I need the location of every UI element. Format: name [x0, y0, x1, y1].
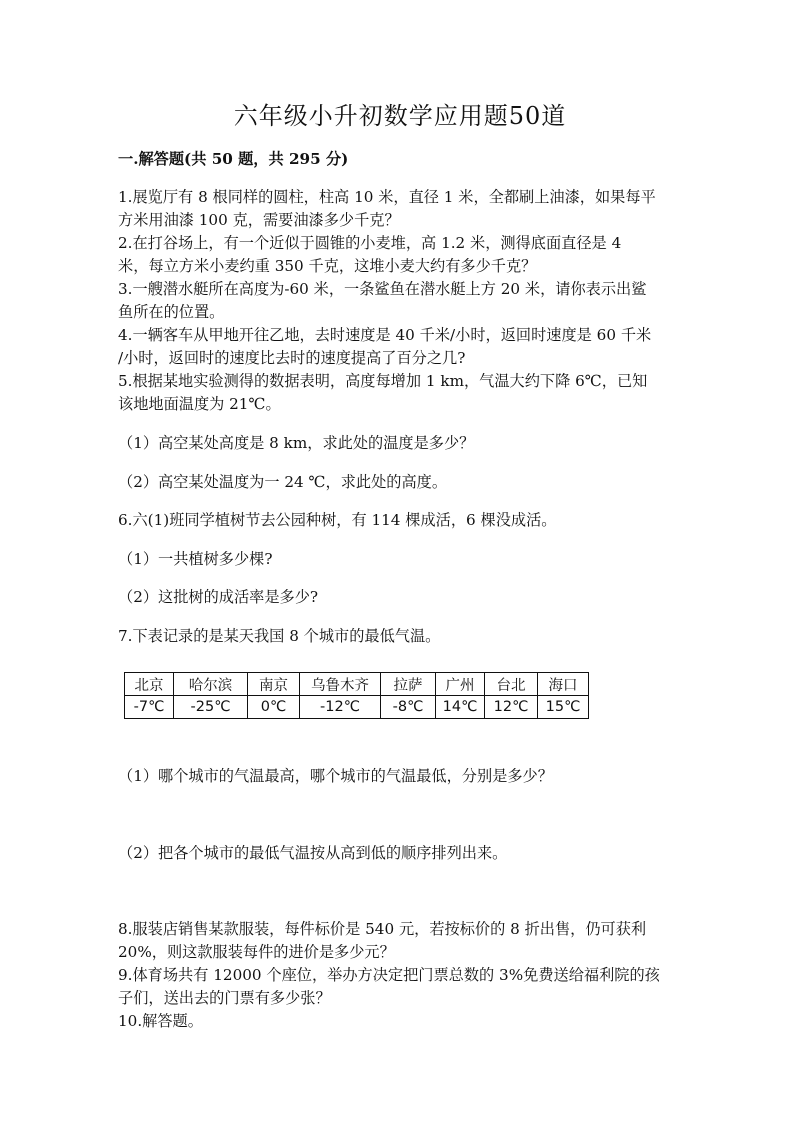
question-7: 7.下表记录的是某天我国 8 个城市的最低气温。	[118, 627, 441, 645]
question-5-sub-2: （2）高空某处温度为一 24 ℃，求此处的高度。	[118, 473, 448, 491]
question-9-line-1: 9.体育场共有 12000 个座位，举办方决定把门票总数的 3%免费送给福利院的孩	[118, 966, 660, 984]
table-cell: -12℃	[300, 696, 381, 719]
table-header-cell: 北京	[125, 673, 174, 696]
temperature-table	[124, 672, 589, 719]
question-5-line-1: 5.根据某地实验测得的数据表明，高度每增加 1 km，气温大约下降 6℃，已知	[118, 372, 648, 390]
question-7-sub-1: （1）哪个城市的气温最高，哪个城市的气温最低，分别是多少？	[118, 767, 553, 785]
section-heading: 一.解答题(共 50 题，共 295 分)	[118, 150, 349, 168]
question-7-sub-2: （2）把各个城市的最低气温按从高到低的顺序排列出来。	[118, 844, 508, 862]
question-6: 6.六(1)班同学植树节去公园种树，有 114 棵成活，6 棵没成活。	[118, 511, 557, 529]
question-9-line-2: 子们，送出去的门票有多少张？	[118, 989, 331, 1007]
question-3-line-1: 3.一艘潜水艇所在高度为-60 米，一条鲨鱼在潜水艇上方 20 米，请你表示出鲨	[118, 280, 647, 298]
question-3-line-2: 鱼所在的位置。	[118, 303, 225, 321]
table-row	[125, 696, 589, 719]
question-4-line-1: 4.一辆客车从甲地开往乙地，去时速度是 40 千米/小时，返回时速度是 60 千米	[118, 326, 652, 344]
question-8-line-1: 8.服装店销售某款服装，每件标价是 540 元，若按标价的 8 折出售，仍可获利	[118, 920, 647, 938]
table-header-cell: 海口	[538, 673, 589, 696]
table-header-cell: 拉萨	[381, 673, 436, 696]
question-10: 10.解答题。	[118, 1012, 203, 1030]
table-header-cell: 乌鲁木齐	[300, 673, 381, 696]
question-2-line-1: 2.在打谷场上，有一个近似于圆锥的小麦堆，高 1.2 米，测得底面直径是 4	[118, 234, 622, 252]
question-6-sub-1: （1）一共植树多少棵?	[118, 550, 273, 568]
table-cell: 15℃	[538, 696, 589, 719]
question-1-line-2: 方米用油漆 100 克，需要油漆多少千克？	[118, 211, 400, 229]
table-header-cell: 哈尔滨	[174, 673, 248, 696]
table-cell: -7℃	[125, 696, 174, 719]
table-header-cell: 南京	[248, 673, 300, 696]
question-6-sub-2: （2）这批树的成活率是多少?	[118, 588, 319, 606]
table-header-cell: 台北	[485, 673, 538, 696]
table-header-row	[125, 673, 589, 696]
table-cell: 0℃	[248, 696, 300, 719]
table-cell: 12℃	[485, 696, 538, 719]
page-title: 六年级小升初数学应用题50道	[233, 102, 567, 130]
question-5-sub-1: （1）高空某处高度是 8 km，求此处的温度是多少？	[118, 434, 475, 452]
question-8-line-2: 20%，则这款服装每件的进价是多少元？	[118, 943, 395, 961]
table-cell: 14℃	[436, 696, 485, 719]
question-4-line-2: /小时，返回时的速度比去时的速度提高了百分之几?	[118, 349, 466, 367]
question-1-line-1: 1.展览厅有 8 根同样的圆柱，柱高 10 米，直径 1 米，全都刷上油漆，如果每平	[118, 188, 656, 206]
table-cell: -25℃	[174, 696, 248, 719]
table-header-cell: 广州	[436, 673, 485, 696]
question-2-line-2: 米，每立方米小麦约重 350 千克，这堆小麦大约有多少千克？	[118, 257, 537, 275]
table-cell: -8℃	[381, 696, 436, 719]
question-5-line-2: 该地地面温度为 21℃。	[118, 395, 281, 413]
